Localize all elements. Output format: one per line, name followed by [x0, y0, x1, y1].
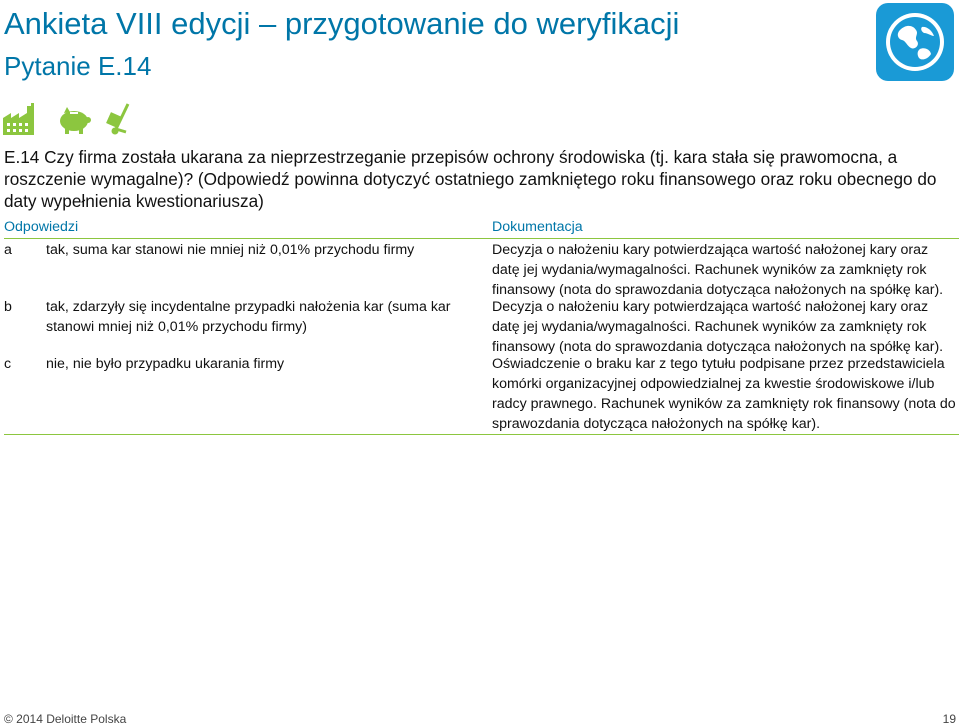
answer-text: tak, zdarzyły się incydentalne przypadki nałożenia kar (suma kar stanowi mniej niż 0,01% przychodu firmy): [46, 299, 451, 335]
page-title: Ankieta VIII edycji – przygotowanie do weryfikacji: [4, 6, 680, 41]
documentation-text: Oświadczenie o braku kar z tego tytułu podpisane przez przedstawiciela komórki organizacyjnej odpowiedzialnej za kwestie środowiskowe i/lub radcy prawnego. Rachunek wyników za zamknięty rok finansowy (nota do sprawozdania dotycząca nałożonych na spółkę kar).: [492, 356, 956, 432]
header-divider: [4, 238, 959, 239]
hand-truck-icon: [104, 102, 136, 136]
question-text: E.14 Czy firma została ukarana za nieprzestrzeganie przepisów ochrony środowiska (tj. kara stała się prawomocna, a roszczenie wymagalne)? (Odpowiedź powinna dotyczyć ostatniego zamkniętego roku finansowego oraz roku obecnego do daty wypełnienia kwestionariusza): [4, 147, 937, 211]
copyright-text: © 2014 Deloitte Polska: [4, 712, 127, 726]
answer-letter: b: [4, 299, 12, 315]
column-header-answers: Odpowiedzi: [4, 219, 79, 235]
column-header-documentation: Dokumentacja: [492, 219, 583, 235]
documentation-text: Decyzja o nałożeniu kary potwierdzająca wartość nałożonej kary oraz datę jej wydania/wymagalności. Rachunek wyników za zamknięty rok finansowy (nota do sprawozdania dotycząca nałożonych na spółkę kar).: [492, 299, 944, 355]
answer-letter: a: [4, 242, 12, 258]
answer-letter: c: [4, 356, 12, 372]
piggy-bank-icon: [55, 102, 93, 136]
globe-icon: [876, 3, 954, 81]
answer-text: tak, suma kar stanowi nie mniej niż 0,01% przychodu firmy: [46, 242, 415, 258]
page-subtitle: Pytanie E.14: [4, 51, 152, 81]
documentation-text: Decyzja o nałożeniu kary potwierdzająca wartość nałożonej kary oraz datę jej wydania/wymagalności. Rachunek wyników za zamknięty rok finansowy (nota do sprawozdania dotycząca nałożonych na spółkę kar).: [492, 242, 944, 298]
page-number: 19: [942, 712, 956, 726]
answer-text: nie, nie było przypadku ukarania firmy: [46, 356, 285, 372]
table-bottom-divider: [4, 434, 959, 435]
factory-icon: [2, 102, 40, 136]
